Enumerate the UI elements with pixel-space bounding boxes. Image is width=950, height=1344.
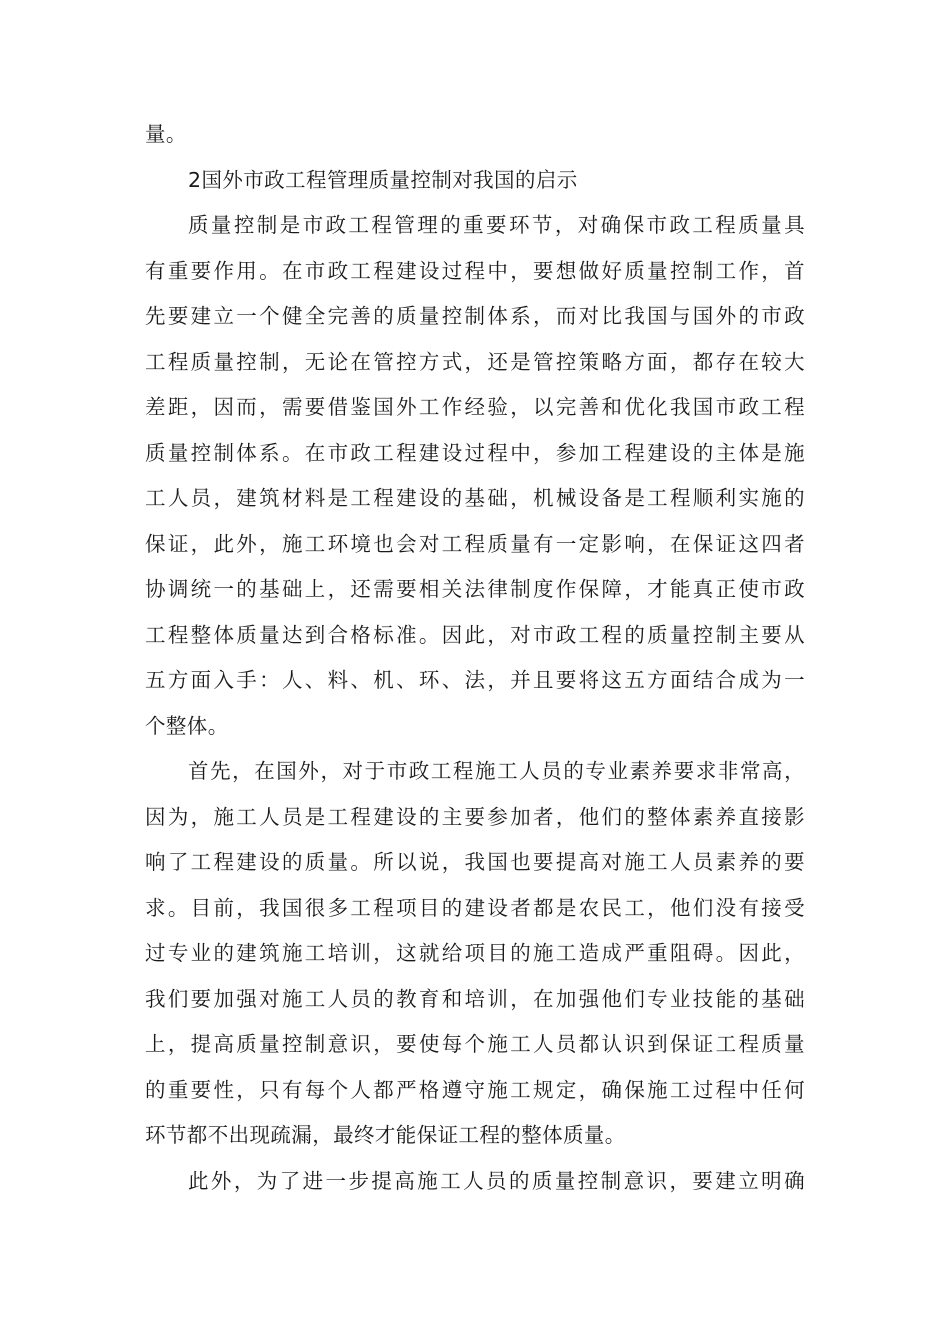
text-line: 上，提高质量控制意识，要使每个施工人员都认识到保证工程质量	[145, 1032, 805, 1056]
text-line: 求。目前，我国很多工程项目的建设者都是农民工，他们没有接受	[145, 895, 805, 920]
text-line: 协调统一的基础上，还需要相关法律制度作保障，才能真正使市政	[145, 577, 805, 601]
text-line: 我们要加强对施工人员的教育和培训，在加强他们专业技能的基础	[145, 986, 805, 1011]
text-line: 差距，因而，需要借鉴国外工作经验，以完善和优化我国市政工程	[145, 395, 805, 419]
text-line: 先要建立一个健全完善的质量控制体系，而对比我国与国外的市政	[145, 304, 805, 328]
section-heading: 2国外市政工程管理质量控制对我国的启示	[188, 167, 578, 192]
text-line: 因为，施工人员是工程建设的主要参加者，他们的整体素养直接影	[145, 804, 805, 829]
text-line: 此外，为了进一步提高施工人员的质量控制意识，要建立明确	[188, 1168, 805, 1193]
text-line: 五方面入手：人、料、机、环、法，并且要将这五方面结合成为一	[145, 668, 805, 692]
text-line: 过专业的建筑施工培训，这就给项目的施工造成严重阻碍。因此，	[145, 941, 805, 965]
text-line: 工程质量控制，无论在管控方式，还是管控策略方面，都存在较大	[145, 349, 805, 374]
document-body	[145, 112, 805, 1204]
text-line: 有重要作用。在市政工程建设过程中，要想做好质量控制工作，首	[145, 258, 805, 283]
text-line: 工人员，建筑材料是工程建设的基础，机械设备是工程顺利实施的	[145, 486, 805, 510]
text-line: 的重要性，只有每个人都严格遵守施工规定，确保施工过程中任何	[145, 1077, 805, 1102]
text-line: 环节都不出现疏漏，最终才能保证工程的整体质量。	[145, 1123, 626, 1147]
text-line: 质量控制体系。在市政工程建设过程中，参加工程建设的主体是施	[145, 440, 805, 465]
text-line: 响了工程建设的质量。所以说，我国也要提高对施工人员素养的要	[145, 850, 805, 874]
text-line: 质量控制是市政工程管理的重要环节，对确保市政工程质量具	[188, 213, 805, 237]
text-line: 工程整体质量达到合格标准。因此，对市政工程的质量控制主要从	[145, 622, 805, 647]
text-line: 保证，此外，施工环境也会对工程质量有一定影响，在保证这四者	[145, 531, 805, 556]
text-line: 个整体。	[145, 713, 229, 738]
text-line: 首先，在国外，对于市政工程施工人员的专业素养要求非常高，	[188, 759, 805, 783]
text-line: 量。	[145, 122, 187, 146]
